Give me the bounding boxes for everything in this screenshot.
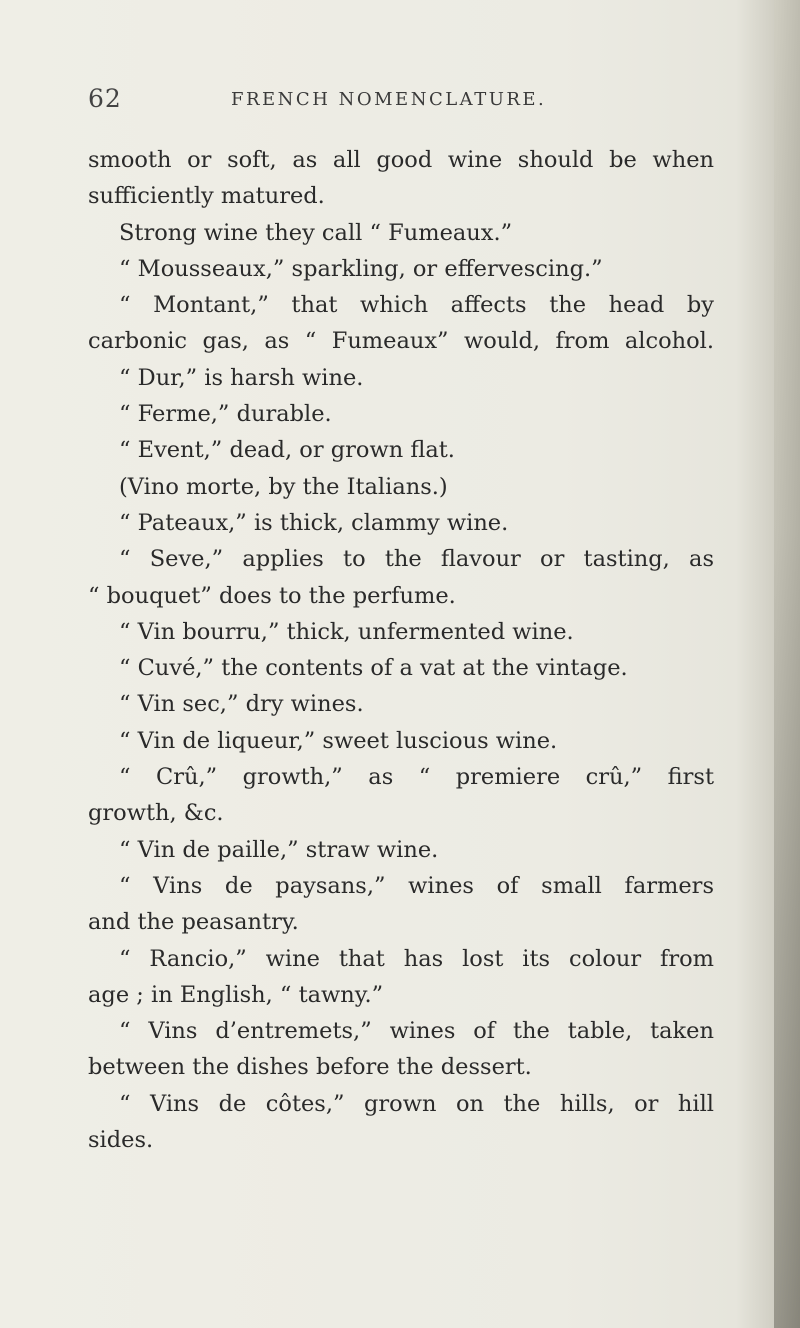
body-text (88, 142, 714, 1158)
text-line: “ Crû,” growth,” as “ premiere crû,” first (119, 764, 714, 791)
text-line: “ Seve,” applies to the flavour or tasting, as (119, 546, 714, 573)
text-line: carbonic gas, as “ Fumeaux” would, from alcohol. (88, 328, 714, 355)
text-line: “ Vins de côtes,” grown on the hills, or hill (119, 1090, 714, 1117)
text-line: smooth or soft, as all good wine should be when (88, 147, 714, 173)
text-line: age ; in English, “ tawny.” (88, 981, 384, 1008)
text-line: Strong wine they call “ Fumeaux.” (119, 219, 513, 246)
text-line: “ Event,” dead, or grown flat. (119, 437, 455, 464)
text-line: sides. (88, 1127, 154, 1154)
text-line: between the dishes before the dessert. (88, 1054, 532, 1081)
text-line: “ Mousseaux,” sparkling, or effervescing.” (119, 255, 603, 282)
page-number: 62 (88, 84, 122, 113)
running-head: FRENCH NOMENCLATURE. (231, 89, 547, 110)
text-line: “ Vins de paysans,” wines of small farmers (119, 872, 714, 899)
text-line: “ Dur,” is harsh wine. (119, 364, 364, 391)
text-line: sufficiently matured. (88, 183, 325, 210)
text-line: “ Vin de paille,” straw wine. (119, 836, 439, 863)
text-line: “ Vin bourru,” thick, unfermented wine. (119, 618, 574, 645)
text-line: (Vino morte, by the Italians.) (119, 473, 448, 500)
text-line: “ Montant,” that which affects the head by (119, 292, 714, 319)
text-line: “ Vin sec,” dry wines. (119, 691, 364, 718)
page-header (88, 84, 688, 120)
text-line: growth, &c. (88, 800, 224, 827)
text-line: “ Pateaux,” is thick, clammy wine. (119, 509, 509, 536)
page-edge-shadow (774, 0, 800, 1328)
text-line: “ Rancio,” wine that has lost its colour from (119, 945, 714, 972)
text-line: “ Vin de liqueur,” sweet luscious wine. (119, 727, 558, 754)
text-line: “ bouquet” does to the perfume. (88, 582, 456, 609)
text-line: and the peasantry. (88, 909, 299, 936)
text-line: “ Cuvé,” the contents of a vat at the vintage. (119, 655, 628, 682)
text-line: “ Vins d’entremets,” wines of the table, taken (119, 1018, 714, 1045)
text-line: “ Ferme,” durable. (119, 401, 332, 428)
